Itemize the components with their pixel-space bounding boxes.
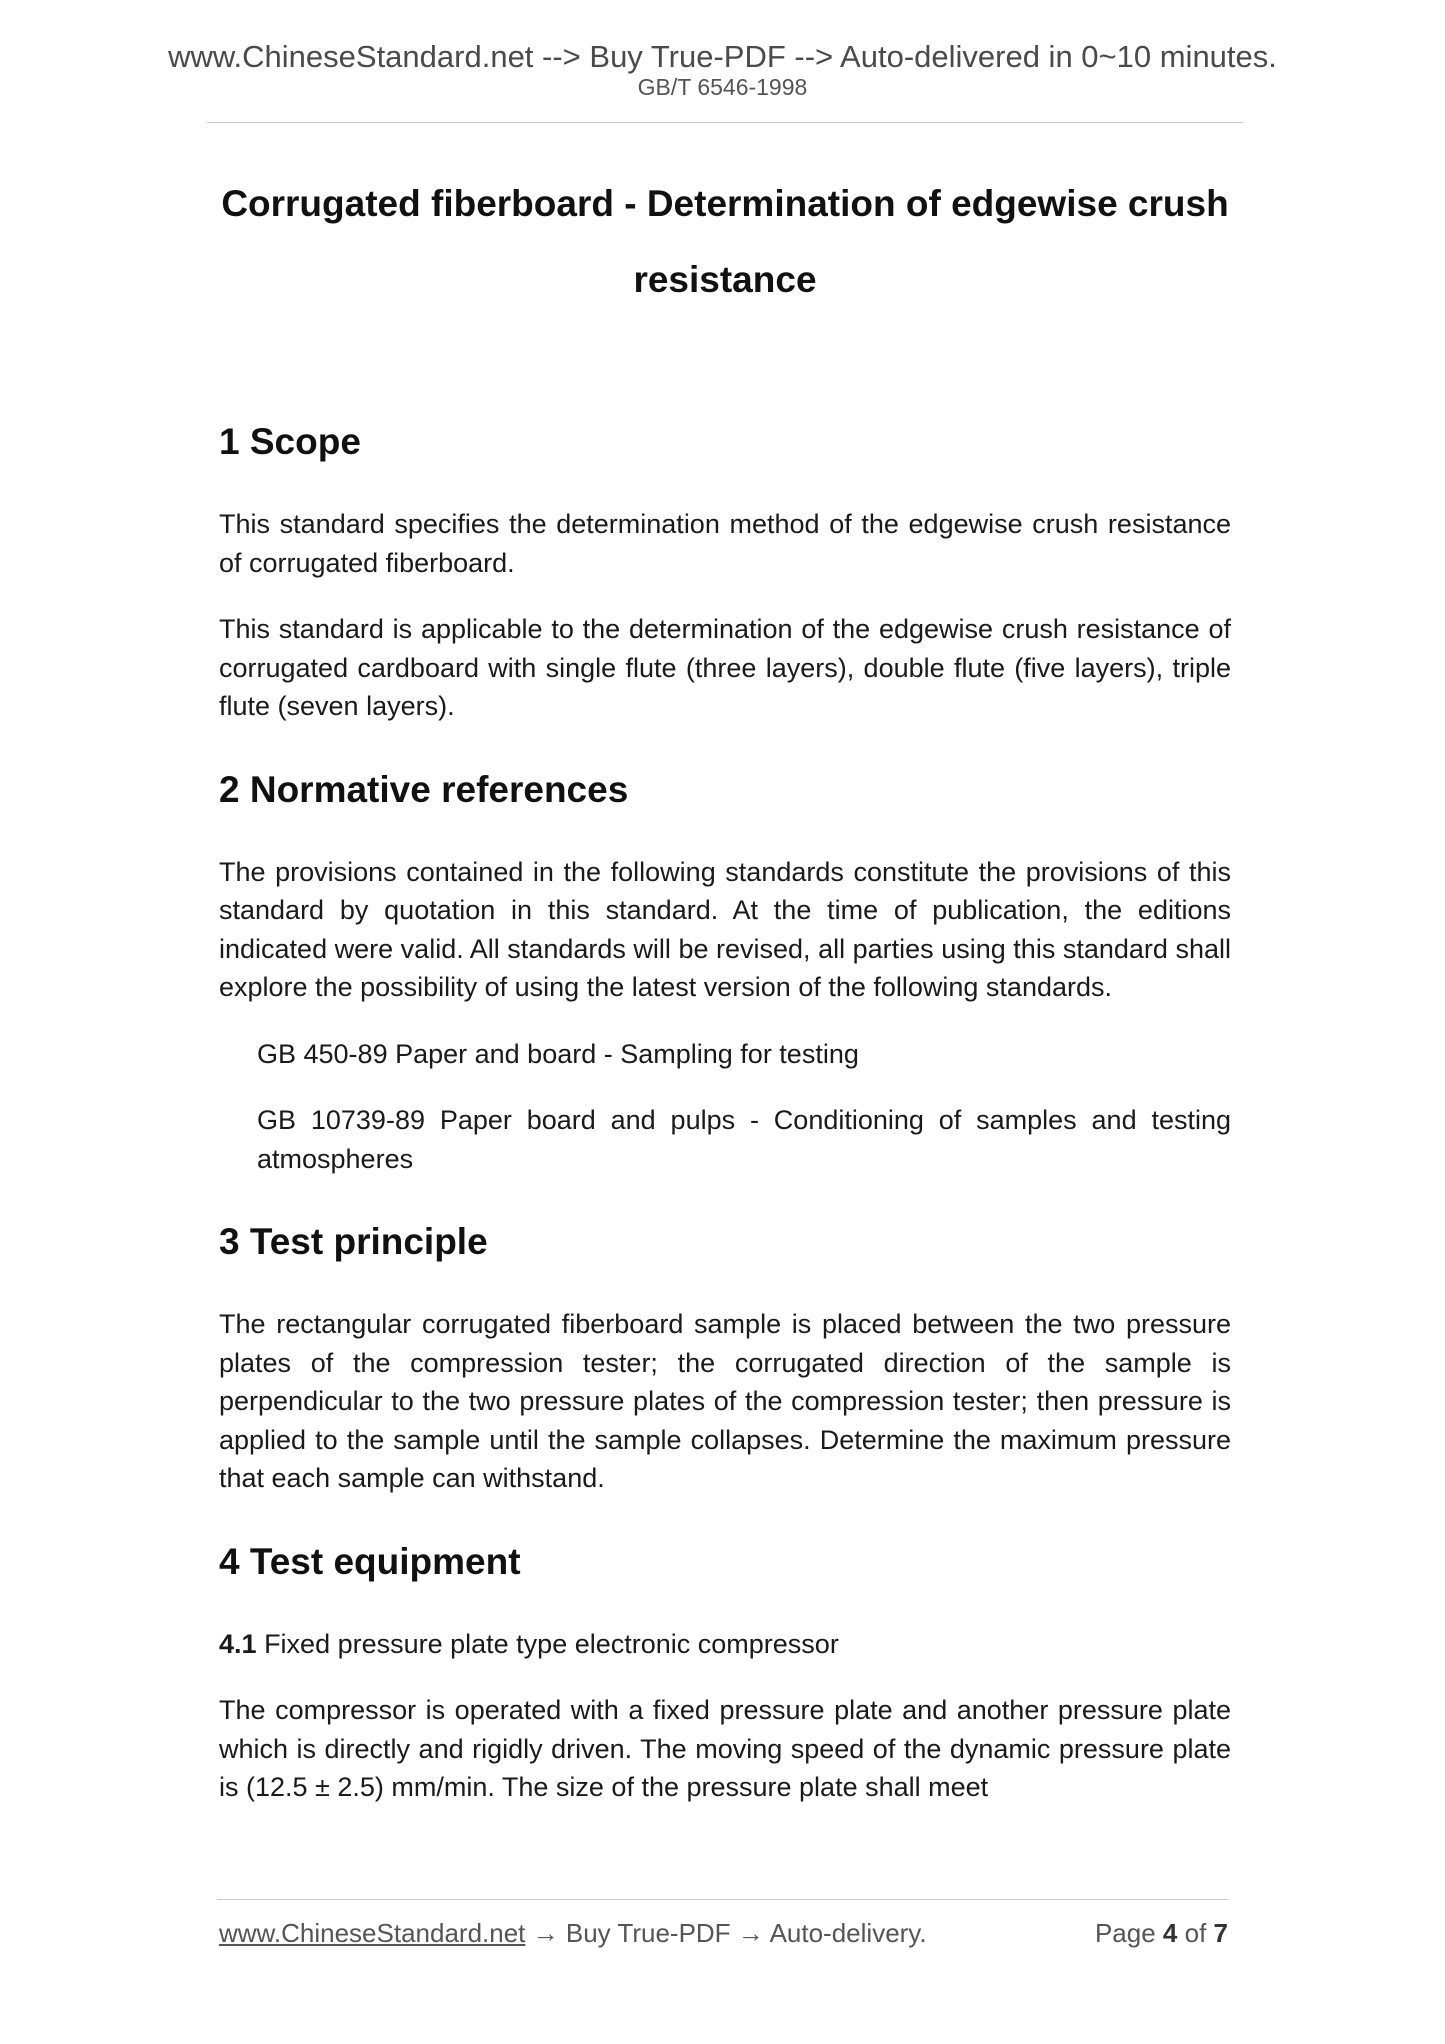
footer-divider (217, 1899, 1228, 1900)
section-heading-normative-references: 2 Normative references (219, 768, 629, 810)
test-equipment-paragraph: The compressor is operated with a fixed pressure plate and another pressure plate which is directly and rigidly driven. The moving speed of the dynamic pressure plate is (12.5 ± 2.5) mm/min. The size of the pressure plate shall meet (219, 1695, 1231, 1802)
section-heading-test-equipment: 4 Test equipment (219, 1540, 521, 1582)
clause-number: 4.1 (219, 1628, 257, 1659)
scope-paragraph-2: This standard is applicable to the determination of the edgewise crush resistance of corrugated cardboard with single flute (three layers), double flute (five layers), triple flute (seven layers). (219, 614, 1231, 721)
site-banner: www.ChineseStandard.net --> Buy True-PDF --> Auto-delivered in 0~10 minutes. (168, 39, 1277, 74)
section-heading-scope: 1 Scope (219, 421, 361, 462)
footer-promo-text: → Buy True-PDF → Auto-delivery. (525, 1918, 927, 1948)
normative-references-paragraph: The provisions contained in the following standards constitute the provisions of this standard by quotation in this standard. At the time of publication, the editions indicated were valid. All standards will be revised, all parties using this standard shall explore the possibility of using the latest version of the following standards. (219, 856, 1231, 1002)
total-pages-number: 7 (1213, 1918, 1228, 1948)
clause-title: Fixed pressure plate type electronic compressor (264, 1628, 839, 1659)
page-of-label: of (1184, 1918, 1207, 1948)
current-page-number: 4 (1162, 1918, 1178, 1948)
document-code: GB/T 6546-1998 (637, 74, 808, 100)
page-label: Page (1094, 1918, 1156, 1948)
footer-promo (219, 1915, 927, 1951)
test-principle-paragraph: The rectangular corrugated fiberboard sample is placed between the two pressure plates of the compression tester; the corrugated direction of the sample is perpendicular to the two pressure plates of the compression tester; then pressure is applied to the sample until the sample collapses. Determine the maximum pressure that each sample can withstand. (219, 1309, 1231, 1493)
clause-4-1 (219, 1625, 1231, 1664)
page-footer (219, 1915, 1228, 1951)
footer-site-link[interactable]: www.ChineseStandard.net (219, 1918, 526, 1948)
document-body (219, 420, 1231, 1807)
scope-paragraph-1: This standard specifies the determination method of the edgewise crush resistance of corrugated fiberboard. (219, 509, 1231, 578)
header-divider (207, 122, 1243, 123)
page-indicator (1095, 1915, 1228, 1951)
reference-item: GB 10739-89 Paper board and pulps - Conditioning of samples and testing atmospheres (257, 1105, 1231, 1174)
document-title: Corrugated fiberboard - Determination of edgewise crush resistance (221, 183, 1229, 300)
section-heading-test-principle: 3 Test principle (219, 1221, 488, 1262)
reference-item: GB 450-89 Paper and board - Sampling for testing (257, 1038, 859, 1069)
